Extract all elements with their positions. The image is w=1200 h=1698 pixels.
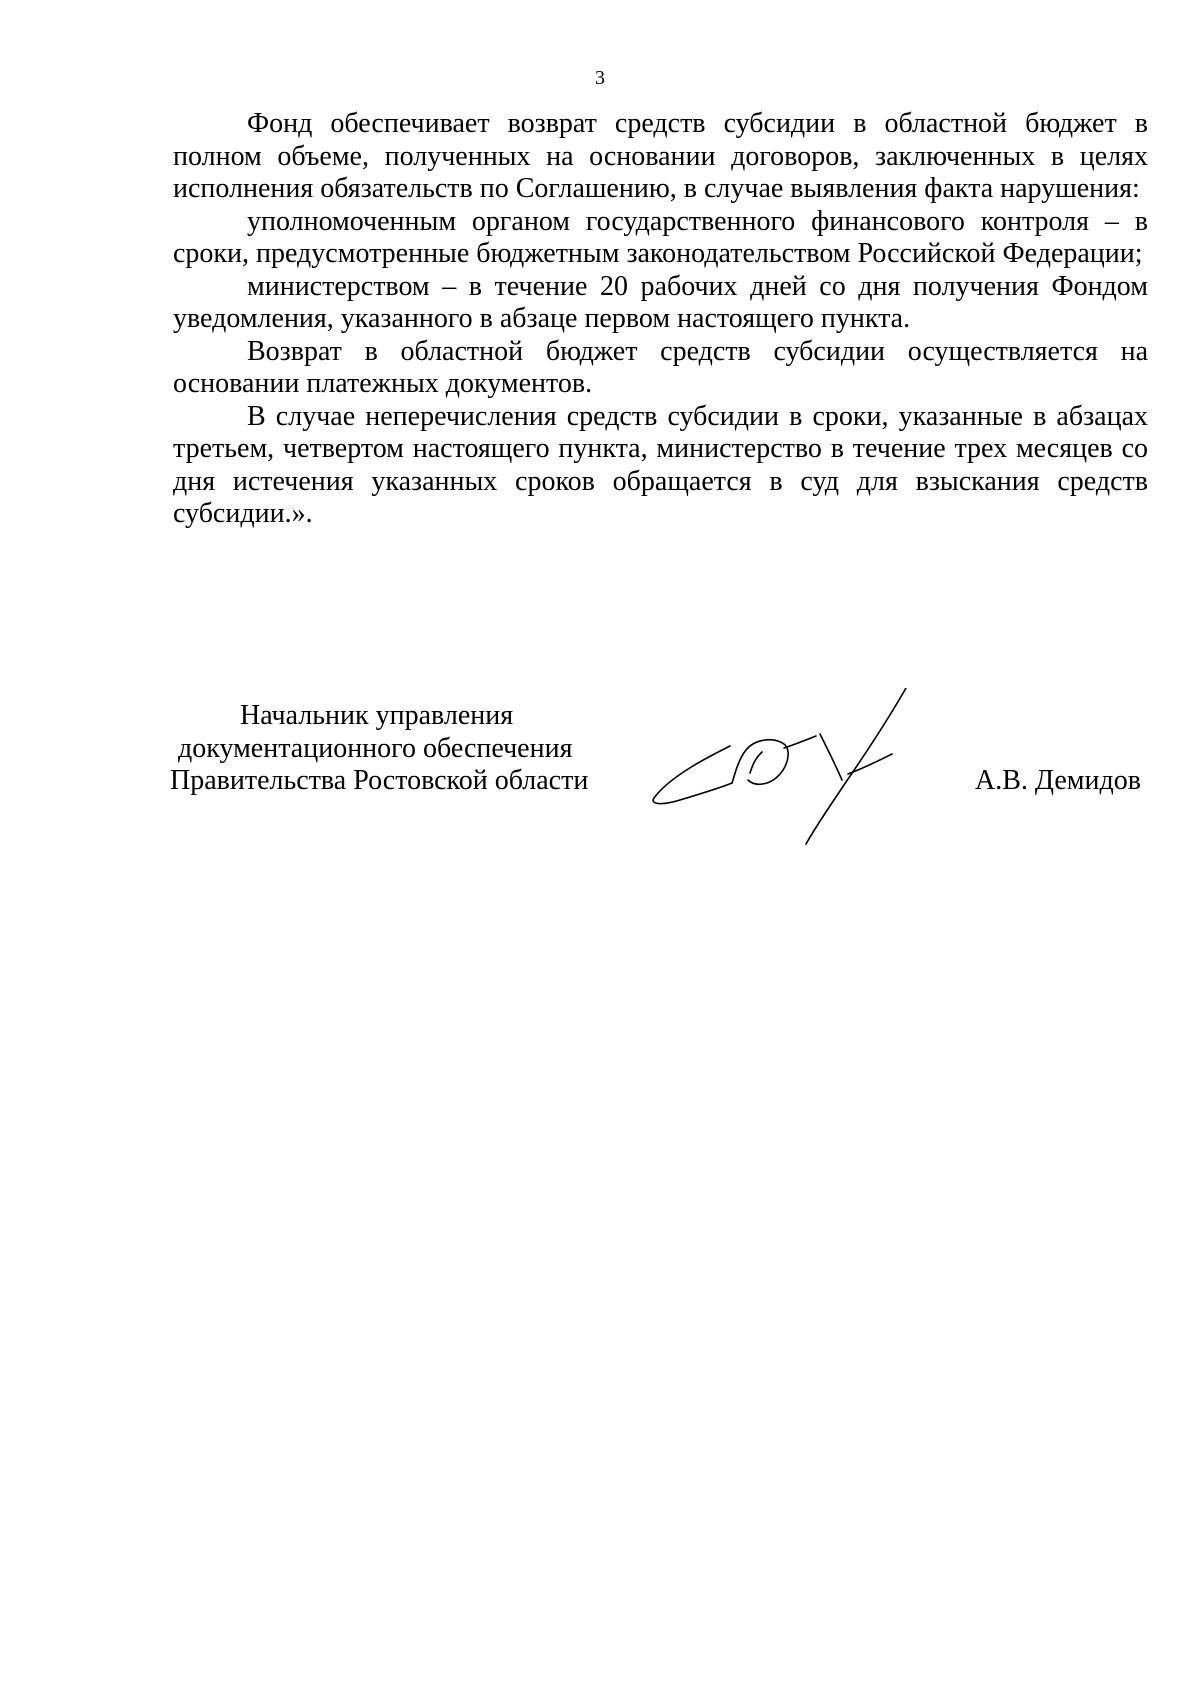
signatory-position [170, 700, 600, 798]
page-number: 3 [595, 67, 605, 89]
paragraph: министерством – в течение 20 рабочих дней со дня получения Фондом уведомления, указанного в абзаце первом настоящего пункта. [173, 270, 1148, 334]
position-line: документационного обеспечения [178, 732, 573, 764]
paragraph: уполномоченным органом государственного финансового контроля – в сроки, предусмотренные бюджетным законодательством Российской Федерации; [173, 205, 1148, 269]
handwritten-signature [650, 688, 950, 848]
position-line: Правительства Ростовской области [170, 765, 589, 796]
paragraph: Возврат в областной бюджет средств субсидии осуществляется на основании платежных документов. [173, 335, 1148, 399]
signer-name: А.В. Демидов [975, 765, 1141, 796]
document-body [173, 108, 1148, 531]
paragraph: В случае неперечисления средств субсидии в сроки, указанные в абзацах третьем, четвертом настоящего пункта, министерство в течение трех месяцев со дня истечения указанных сроков обращается в суд для взыскания средств субсидии.». [173, 400, 1148, 529]
paragraph: Фонд обеспечивает возврат средств субсидии в областной бюджет в полном объеме, полученных на основании договоров, заключенных в целях исполнения обязательств по Соглашению, в случае выявления факта нарушения: [173, 108, 1148, 204]
position-line: Начальник управления [240, 700, 514, 731]
